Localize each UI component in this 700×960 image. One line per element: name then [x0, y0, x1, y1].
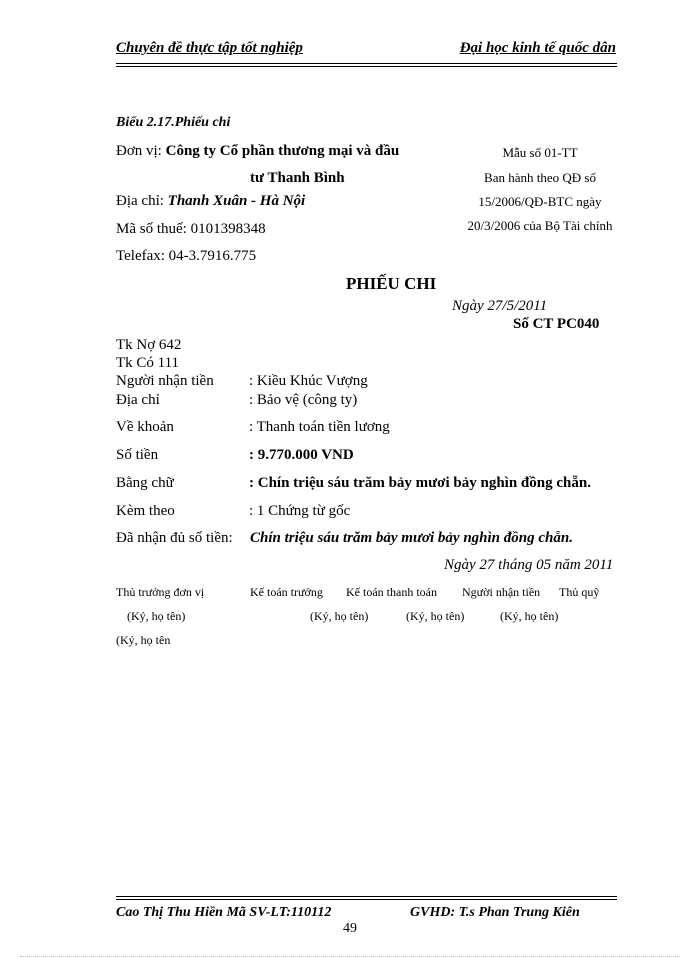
receiver-label: Người nhận tiền	[116, 373, 214, 389]
amount-label: Số tiền	[116, 447, 159, 463]
footer-author: Cao Thị Thu Hiền Mã SV-LT:110112	[116, 905, 332, 920]
signer-cashier: Thủ quỹ	[559, 585, 600, 599]
receiver-address-value: : Bảo vệ (công ty)	[249, 392, 358, 408]
tax-code: Mã số thuế: 0101398348	[116, 221, 266, 237]
footer-rule-2	[116, 899, 617, 900]
sign-note-head: (Ký, họ tên)	[127, 609, 186, 623]
header-left: Chuyên đề thực tập tốt nghiệp	[116, 40, 303, 56]
telefax: Telefax: 04-3.7916.775	[116, 248, 257, 264]
document-date: Ngày 27/5/2011	[452, 298, 548, 314]
sign-note-receiver: (Ký, họ tên)	[500, 609, 559, 623]
unit-label: Đơn vị:	[116, 143, 162, 159]
header-rule	[116, 63, 617, 64]
sign-date: Ngày 27 tháng 05 năm 2011	[444, 557, 614, 573]
footer-advisor: GVHD: T.s Phan Trung Kiên	[410, 905, 580, 920]
unit-line	[116, 143, 399, 160]
page-edge	[20, 956, 680, 957]
company-address-label: Địa chỉ:	[116, 193, 164, 209]
amount-words-label: Bằng chữ	[116, 475, 174, 491]
received-label: Đã nhận đủ số tiền:	[116, 530, 233, 546]
sign-note-chief: (Ký, họ tên)	[310, 609, 369, 623]
reason-label: Về khoản	[116, 419, 174, 435]
document-title: PHIẾU CHI	[346, 274, 437, 293]
debit-account: Tk Nợ 642	[116, 337, 182, 353]
header-right: Đại học kinh tế quốc dân	[459, 40, 616, 56]
form-decision-date: 20/3/2006 của Bộ Tài chính	[467, 218, 613, 233]
form-decision: Ban hành theo QĐ số	[484, 170, 596, 185]
signer-payment-accountant: Kế toán thanh toán	[346, 585, 437, 599]
signer-chief-accountant: Kế toán trưởng	[250, 585, 323, 599]
received-value: Chín triệu sáu trăm bảy mươi bảy nghìn đồng chẵn.	[250, 530, 573, 546]
receiver-value: : Kiều Khúc Vượng	[249, 373, 368, 389]
address-line	[116, 193, 305, 210]
receiver-address-label: Địa chỉ	[116, 392, 160, 408]
document-number: Số CT PC040	[513, 316, 600, 332]
amount-words-value: : Chín triệu sáu trăm bảy mươi bảy nghìn đồng chẵn.	[249, 475, 591, 491]
attachment-value: : 1 Chứng từ gốc	[249, 503, 351, 519]
signer-receiver: Người nhận tiền	[462, 585, 541, 599]
attachment-label: Kèm theo	[116, 503, 175, 519]
company-address-value: Thanh Xuân - Hà Nội	[167, 193, 306, 209]
form-decision-number: 15/2006/QĐ-BTC ngày	[478, 194, 602, 209]
form-code: Mẫu số 01-TT	[502, 145, 578, 160]
footer-rule	[116, 896, 617, 897]
unit-name: Công ty Cổ phần thương mại và đầu	[165, 143, 400, 159]
credit-account: Tk Có 111	[116, 355, 180, 371]
amount-value: : 9.770.000 VND	[249, 447, 354, 463]
sign-note-cashier: (Ký, họ tên	[116, 633, 171, 647]
header-rule-2	[116, 66, 617, 67]
unit-name-cont: tư Thanh Bình	[250, 170, 345, 186]
signer-head: Thủ trưởng đơn vị	[116, 585, 205, 599]
caption: Biểu 2.17.Phiếu chi	[116, 115, 231, 130]
page-number: 49	[343, 921, 357, 936]
sign-note-payment: (Ký, họ tên)	[406, 609, 465, 623]
reason-value: : Thanh toán tiền lương	[249, 419, 390, 435]
